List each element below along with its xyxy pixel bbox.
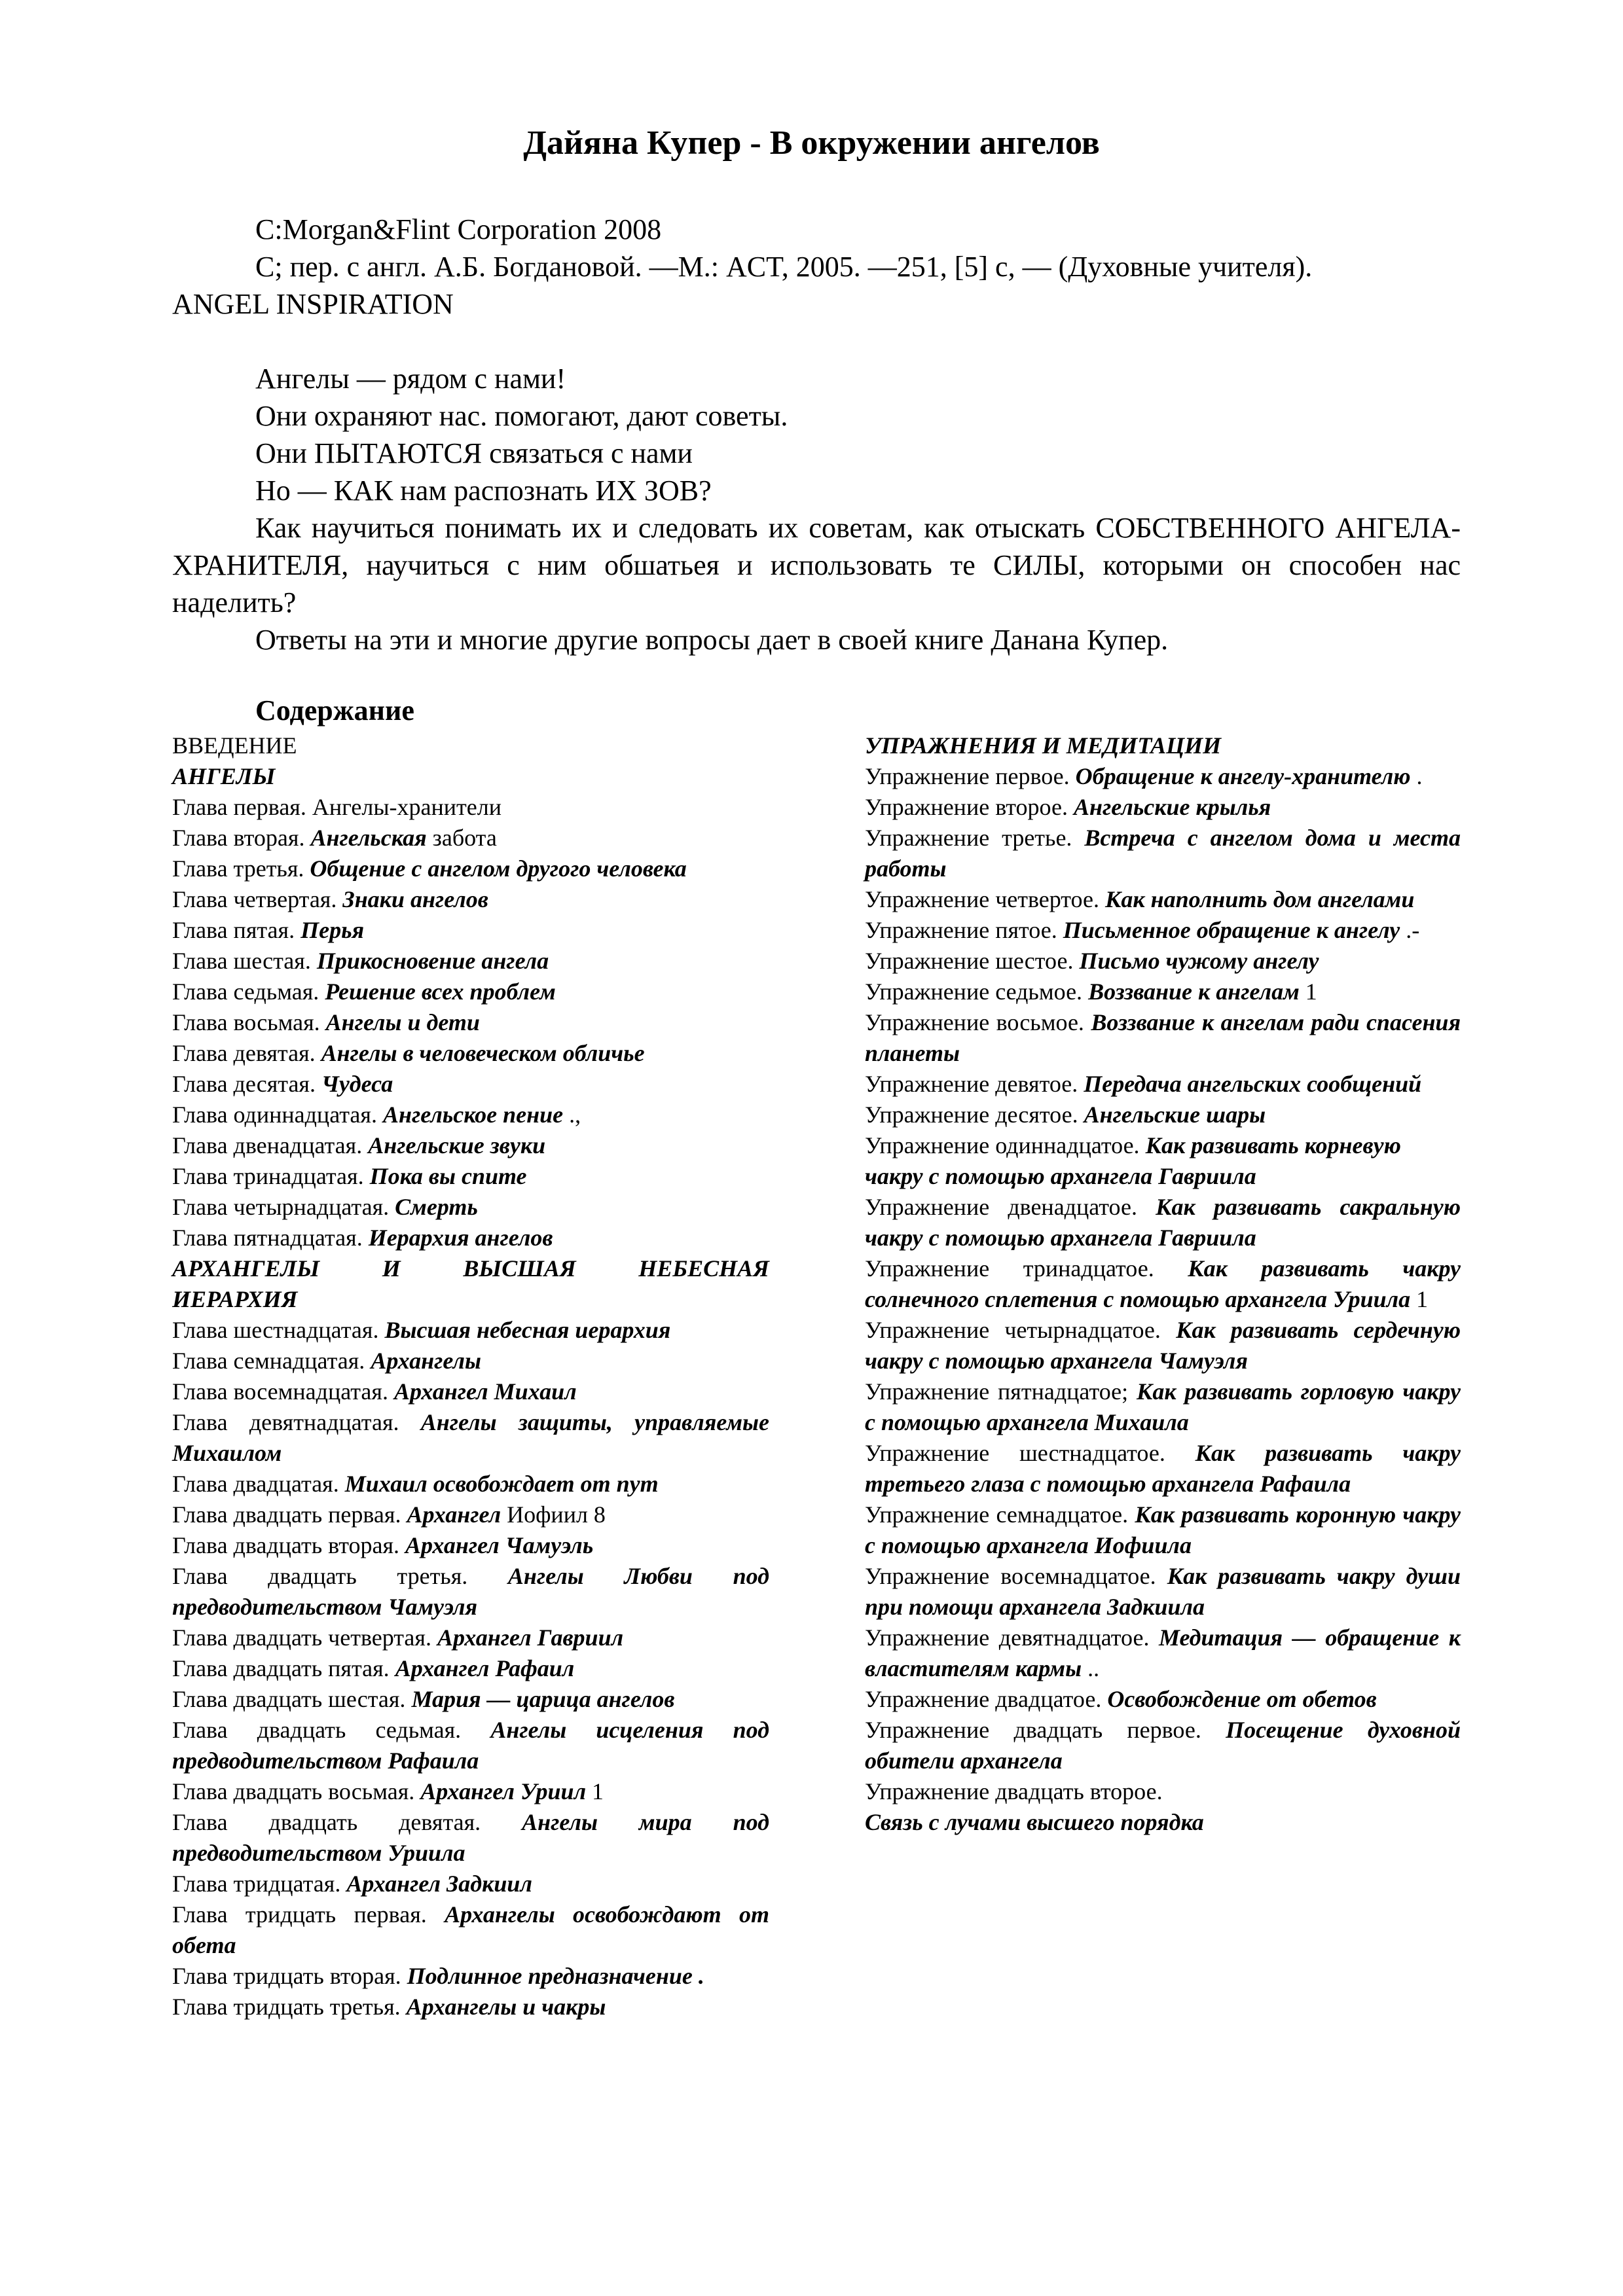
toc-section-exercises: УПРАЖНЕНИЯ И МЕДИТАЦИИ [865, 732, 1222, 759]
toc-chapter-entry-suffix: забота [426, 825, 497, 851]
toc-section-archangels-cont: ИЕРАРХИЯ [172, 1286, 298, 1312]
toc-chapter-entry [172, 1407, 769, 1469]
toc-chapter-entry-prefix: Глава тридцать первая. [172, 1901, 445, 1928]
toc-chapter-entry-prefix: Глава двадцатая. [172, 1471, 345, 1497]
toc-exercise-entry [865, 1438, 1461, 1499]
toc-exercise-entry-title: Как развивать сердечную чакру с помощью архангела Чамуэля [865, 1317, 1461, 1374]
toc-chapter-entry [172, 1715, 769, 1776]
toc-exercise-entry-prefix: Упражнение пятое. [865, 917, 1063, 943]
toc-exercise-entry-prefix: Упражнение двенадцатое. [865, 1194, 1156, 1220]
toc-exercise-entry [865, 1069, 1461, 1100]
toc-exercise-entry-prefix: Упражнение третье. [865, 825, 1085, 851]
toc-chapter-entry-prefix: Глава шестая. [172, 948, 317, 974]
toc-chapter-entry-title: Архангелы [371, 1348, 481, 1374]
toc-chapter-entry-prefix: Глава двадцать первая. [172, 1501, 407, 1528]
toc-chapter-entry-title: Архангел [407, 1501, 501, 1528]
toc-exercise-entry-title: Воззвание к ангелам [1088, 978, 1300, 1005]
toc-chapter-entry-prefix: Глава двадцать третья. [172, 1563, 508, 1589]
annotation-line: Но — КАК нам распознать ИХ ЗОВ? [255, 475, 712, 507]
toc-chapter-entry-suffix: ., [563, 1102, 581, 1128]
toc-chapter-entry-prefix: Глава первая. Ангелы-хранители [172, 794, 501, 820]
toc-chapter-entry-prefix: Глава тридцать вторая. [172, 1963, 407, 1989]
toc-exercise-entry-prefix: Упражнение второе. [865, 794, 1074, 820]
toc-chapter-entry-prefix: Глава девятая. [172, 1040, 321, 1066]
toc-chapter-entry-title: Архангел Михаил [393, 1378, 577, 1405]
toc-exercise-entry-prefix: Упражнение десятое. [865, 1102, 1084, 1128]
toc-exercise-entry-prefix: Упражнение одиннадцатое. [865, 1132, 1146, 1158]
toc-chapter-entry-title: Архангел Рафаил [395, 1655, 575, 1681]
toc-chapter-entry-title: Ангельская [310, 825, 427, 851]
toc-chapter-entry [172, 1684, 769, 1715]
copyright-line: C:Morgan&Flint Corporation 2008 [255, 213, 662, 245]
toc-exercise-entry-title: Медитация — обращение к властителям кармы [865, 1624, 1461, 1681]
toc-exercise-entry [865, 1315, 1461, 1376]
toc-chapter-entry-prefix: Глава четырнадцатая. [172, 1194, 395, 1220]
toc-exercise-entry [865, 1807, 1461, 1838]
toc-chapter-entry-title: Ангельские звуки [368, 1132, 546, 1158]
toc-chapter-entry [172, 1161, 769, 1192]
toc-exercise-entry-title: Посещение духовной обители архангела [865, 1717, 1461, 1774]
toc-chapter-entry-title: Перья [301, 917, 365, 943]
toc-chapter-entry [172, 1869, 769, 1899]
toc-exercise-entry-suffix: .- [1400, 917, 1420, 943]
toc-chapter-entry [172, 1069, 769, 1100]
toc-chapter-entry-prefix: Глава тридцатая. [172, 1871, 347, 1897]
toc-chapter-entry [172, 1561, 769, 1623]
toc-chapter-entry-prefix: Глава седьмая. [172, 978, 325, 1005]
toc-chapter-entry-title: Ангелы Любви под предводительством Чамуэля [172, 1563, 769, 1620]
toc-exercise-entry [865, 1561, 1461, 1623]
toc-exercise-entry-prefix: Упражнение шестнадцатое. [865, 1440, 1195, 1466]
toc-exercise-entry-prefix: Упражнение восьмое. [865, 1009, 1091, 1035]
toc-exercise-entry [865, 761, 1461, 792]
toc-exercise-entry [865, 915, 1461, 946]
annotation-line: Они охраняют нас. помогают, дают советы. [255, 400, 788, 432]
toc-section-archangels: АРХАНГЕЛЫ И ВЫСШАЯ НЕБЕСНАЯ [172, 1255, 769, 1282]
toc-chapter-entry-title: Архангел Задкиил [346, 1871, 532, 1897]
toc-chapter-entry [172, 853, 769, 884]
toc-exercise-entry [865, 946, 1461, 977]
toc-exercise-entry-title: Обращение к ангелу-хранителю [1075, 763, 1411, 789]
toc-chapter-entry [172, 884, 769, 915]
toc-exercise-entry [865, 792, 1461, 823]
toc-exercise-entry-title: Как развивать корневую [1145, 1132, 1401, 1158]
toc-chapter-entry [172, 1346, 769, 1376]
toc-exercise-entry [865, 977, 1461, 1007]
toc-exercise-entry-title: Как развивать сакральную чакру с помощью архангела Гавриила [865, 1194, 1461, 1251]
toc-exercise-entry-title: Встреча с ангелом дома и места работы [865, 825, 1461, 882]
toc-chapter-entry-prefix: Глава вторая. [172, 825, 311, 851]
toc-exercise-entry-prefix: Упражнение двадцать первое. [865, 1717, 1226, 1743]
toc-exercise-entry-title: Письменное обращение к ангелу [1063, 917, 1400, 943]
toc-exercise-entry-prefix: Упражнение четырнадцатое. [865, 1317, 1176, 1343]
toc-chapter-entry-prefix: Глава двадцать седьмая. [172, 1717, 491, 1743]
toc-chapter-entry-title: Ангелы в человеческом обличье [321, 1040, 645, 1066]
toc-chapter-entry-title: Ангельское пение [382, 1102, 564, 1128]
toc-exercise-entry-title: Воззвание к ангелам ради спасения планеты [865, 1009, 1461, 1066]
toc-chapter-entry-title: Ангелы и дети [325, 1009, 480, 1035]
toc-left-column [172, 730, 769, 2022]
toc-chapter-entry-suffix: Иофиил 8 [501, 1501, 606, 1528]
toc-exercise-entry [865, 1161, 1461, 1192]
toc-chapter-entry [172, 1530, 769, 1561]
toc-exercise-entry-suffix: 1 [1299, 978, 1317, 1005]
toc-exercise-entry [865, 1192, 1461, 1253]
toc-exercise-entry-title: Как развивать чакру третьего глаза с помощью архангела Рафаила [865, 1440, 1461, 1497]
toc-chapter-entry-title: Архангелы и чакры [406, 1994, 606, 2020]
toc-chapter-entry-prefix: Глава двадцать шестая. [172, 1686, 412, 1712]
toc-chapter-entry-title: Знаки ангелов [342, 886, 488, 912]
original-title: ANGEL INSPIRATION [172, 288, 454, 320]
toc-exercise-entry [865, 1007, 1461, 1069]
toc-exercise-entry-suffix: 1 [1410, 1286, 1429, 1312]
toc-chapter-entry-prefix: Глава тридцать третья. [172, 1994, 407, 2020]
publication-line: С; пер. с англ. А.Б. Богдановой. —М.: ACT, 2005. —251, [5] с, — (Духовные учителя). [255, 251, 1313, 283]
toc-exercise-entry [865, 1253, 1461, 1315]
toc-exercise-entry [865, 1130, 1461, 1161]
toc-exercise-entry [865, 823, 1461, 884]
toc-chapter-entry [172, 1653, 769, 1684]
toc-chapter-entry [172, 915, 769, 946]
toc-exercise-entry-prefix: Упражнение первое. [865, 763, 1076, 789]
toc-exercise-entry-prefix: Упражнение восемнадцатое. [865, 1563, 1167, 1589]
toc-chapter-entry-title: Архангелы освобождают от обета [172, 1901, 769, 1958]
toc-heading: Содержание [255, 694, 414, 726]
toc-exercise-entry-title: Как развивать коронную чакру с помощью архангела Иофиила [865, 1501, 1461, 1558]
toc-exercise-entry-title: Как развивать чакру души при помощи архангела Задкиила [865, 1563, 1461, 1620]
toc-exercise-entry-prefix: Упражнение девятое. [865, 1071, 1084, 1097]
toc-chapter-entry-prefix: Глава одиннадцатая. [172, 1102, 383, 1128]
toc-exercise-entry [865, 1715, 1461, 1776]
annotation-line: Они ПЫТАЮТСЯ связаться с нами [255, 437, 693, 469]
toc-chapter-entry-title: Михаил освобождает от пут [344, 1471, 659, 1497]
toc-chapter-entry-prefix: Глава пятнадцатая. [172, 1225, 369, 1251]
toc-exercise-entry-title: Как развивать чакру солнечного сплетения с помощью архангела Уриила [865, 1255, 1461, 1312]
toc-chapter-entry-prefix: Глава девятнадцатая. [172, 1409, 421, 1435]
toc-chapter-entry-title: Архангел Гавриил [437, 1624, 624, 1651]
toc-chapter-entry-prefix: Глава третья. [172, 855, 310, 882]
toc-chapter-entry [172, 1807, 769, 1869]
toc-exercise-entry-title: Связь с лучами высшего порядка [865, 1809, 1204, 1835]
toc-chapter-entry-title: Иерархия ангелов [368, 1225, 553, 1251]
toc-chapter-entry-prefix: Глава восьмая. [172, 1009, 326, 1035]
annotation-line: Ответы на эти и многие другие вопросы дает в своей книге Данана Купер. [255, 624, 1169, 656]
toc-chapter-entry [172, 1100, 769, 1130]
toc-exercise-entry-prefix: Упражнение семнадцатое. [865, 1501, 1135, 1528]
toc-chapter-entry-title: Решение всех проблем [325, 978, 556, 1005]
toc-chapter-entry-title: Чудеса [321, 1071, 393, 1097]
toc-exercise-entry [865, 1623, 1461, 1684]
toc-exercise-entry-prefix: Упражнение тринадцатое. [865, 1255, 1188, 1282]
toc-exercise-entry-suffix: .. [1082, 1655, 1100, 1681]
toc-exercise-entry [865, 884, 1461, 915]
toc-chapter-entry [172, 946, 769, 977]
toc-exercise-entry [865, 1684, 1461, 1715]
toc-chapter-entry-title: Прикосновение ангела [316, 948, 549, 974]
toc-chapter-entry-prefix: Глава десятая. [172, 1071, 321, 1097]
toc-right-column [865, 730, 1461, 1838]
toc-chapter-entry-prefix: Глава семнадцатая. [172, 1348, 371, 1374]
toc-exercise-entry-title: Ангельские крылья [1073, 794, 1271, 820]
toc-chapter-entry-prefix: Глава двенадцатая. [172, 1132, 369, 1158]
toc-exercise-entry [865, 1100, 1461, 1130]
toc-chapter-entry-prefix: Глава восемнадцатая. [172, 1378, 394, 1405]
toc-chapter-entry [172, 792, 769, 823]
toc-exercise-entry-prefix: Упражнение шестое. [865, 948, 1080, 974]
toc-chapter-entry [172, 1623, 769, 1653]
toc-chapter-entry [172, 1192, 769, 1223]
toc-exercise-entry [865, 1376, 1461, 1438]
toc-intro-label: ВВЕДЕНИЕ [172, 732, 297, 759]
toc-chapter-entry-title: Ангелы защиты, управляемые Михаилом [172, 1409, 769, 1466]
toc-chapter-entry-title: Общение с ангелом другого человека [310, 855, 687, 882]
toc-chapter-entry-prefix: Глава двадцать вторая. [172, 1532, 406, 1558]
toc-chapter-entry [172, 977, 769, 1007]
toc-exercise-entry-prefix: Упражнение двадцатое. [865, 1686, 1108, 1712]
toc-chapter-entry-suffix: 1 [586, 1778, 604, 1804]
toc-exercise-entry-title: Письмо чужому ангелу [1079, 948, 1319, 974]
intro-block [172, 211, 1461, 658]
toc-chapter-entry-prefix: Глава тринадцатая. [172, 1163, 370, 1189]
document-title: Дайяна Купер - В окружении ангелов [523, 124, 1100, 162]
toc-exercise-entry-title: Ангельские шары [1084, 1102, 1266, 1128]
toc-exercise-entry-title: Освобождение от обетов [1107, 1686, 1377, 1712]
toc-chapter-entry [172, 1130, 769, 1161]
annotation-paragraph: Как научиться понимать их и следовать их советам, как отыскать СОБСТВЕННОГО АНГЕЛА-ХРАНИТЕЛЯ, научиться с ним обшатьея и использовать те СИЛЫ, которыми он способен нас наделить? [172, 512, 1461, 619]
toc-exercise-entry-prefix: Упражнение седьмое. [865, 978, 1089, 1005]
toc-exercise-entry-suffix: . [1410, 763, 1423, 789]
toc-chapter-entry [172, 823, 769, 853]
annotation-line: Ангелы — рядом с нами! [255, 363, 566, 395]
toc-chapter-entry-prefix: Глава пятая. [172, 917, 301, 943]
toc-chapter-entry-title: Подлинное предназначение . [407, 1963, 704, 1989]
toc-chapter-entry [172, 1776, 769, 1807]
toc-exercise-entry-prefix: Упражнение двадцать второе. [865, 1778, 1163, 1804]
toc-chapter-entry-title: Смерть [395, 1194, 478, 1220]
toc-chapter-entry-prefix: Глава четвертая. [172, 886, 343, 912]
toc-chapter-entry-prefix: Глава двадцать четвертая. [172, 1624, 437, 1651]
toc-chapter-entry-title: Архангел Чамуэль [405, 1532, 594, 1558]
toc-chapter-entry-prefix: Глава шестнадцатая. [172, 1317, 385, 1343]
toc-exercise-entry-title: Передача ангельских сообщений [1084, 1071, 1422, 1097]
toc-chapter-entry [172, 1961, 769, 1992]
toc-exercise-entry-title: чакру с помощью архангела Гавриила [865, 1163, 1256, 1189]
toc-chapter-entry [172, 1376, 769, 1407]
toc-chapter-entry-title: Пока вы спите [369, 1163, 527, 1189]
toc-chapter-entry-prefix: Глава двадцать девятая. [172, 1809, 522, 1835]
toc-exercise-entry-title: Как развивать горловую чакру с помощью архангела Михаила [865, 1378, 1461, 1435]
toc-exercise-entry-prefix: Упражнение девятнадцатое. [865, 1624, 1159, 1651]
toc-chapter-entry [172, 1007, 769, 1038]
toc-exercise-entry-prefix: Упражнение пятнадцатое; [865, 1378, 1137, 1405]
toc-chapter-entry-title: Ангелы мира под предводительством Уриила [172, 1809, 769, 1866]
toc-chapter-entry-title: Ангелы исцеления под предводительством Рафаила [172, 1717, 769, 1774]
toc-exercise-entry-prefix: Упражнение четвертое. [865, 886, 1105, 912]
toc-chapter-entry-title: Высшая небесная иерархия [384, 1317, 671, 1343]
toc-chapter-entry-prefix: Глава двадцать восьмая. [172, 1778, 421, 1804]
toc-chapter-entry-prefix: Глава двадцать пятая. [172, 1655, 395, 1681]
toc-exercise-entry [865, 1499, 1461, 1561]
toc-chapter-entry [172, 1038, 769, 1069]
toc-chapter-entry [172, 1899, 769, 1961]
toc-section-angels: АНГЕЛЫ [172, 763, 276, 789]
toc-chapter-entry-title: Мария — царица ангелов [411, 1686, 675, 1712]
toc-chapter-entry [172, 1469, 769, 1499]
toc-chapter-entry-title: Архангел Уриил [420, 1778, 587, 1804]
toc-exercise-entry-title: Как наполнить дом ангелами [1104, 886, 1415, 912]
toc-chapter-entry [172, 1992, 769, 2022]
toc-exercise-entry [865, 1776, 1461, 1807]
toc-chapter-entry [172, 1315, 769, 1346]
toc-chapter-entry [172, 1223, 769, 1253]
toc-chapter-entry [172, 1499, 769, 1530]
